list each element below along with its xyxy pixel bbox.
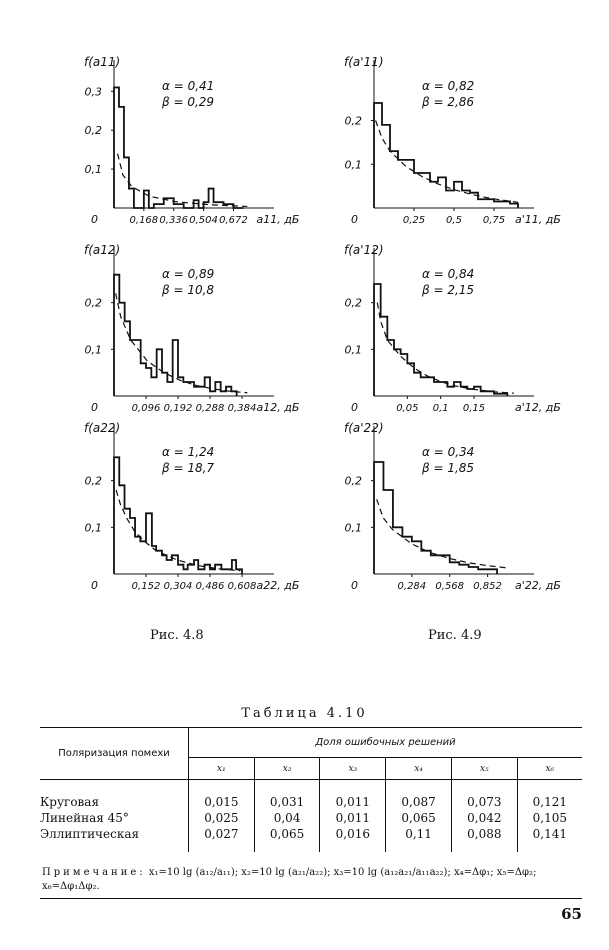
x-tick-label: 0,384 bbox=[227, 403, 257, 414]
x-tick-label: 0,05 bbox=[396, 403, 419, 414]
fitted-curve bbox=[118, 154, 248, 207]
y-tick-label: 0,1 bbox=[84, 521, 102, 535]
plot-f-a11-prime bbox=[340, 48, 561, 232]
origin-label: 0 bbox=[351, 213, 358, 226]
origin-label: 0 bbox=[351, 579, 358, 592]
parameter-label: β = 10,8 bbox=[162, 283, 215, 297]
y-tick-label: 0,1 bbox=[344, 521, 362, 535]
x-tick-label: 0,168 bbox=[129, 215, 159, 226]
note-text: x₁=10 lg (a₁₂/a₁₁); x₂=10 lg (a₂₁/a₂₂); x₃=10 lg (a₁₂a₂₁/a₁₁a₂₂); x₄=Δφ₁; x₅=Δφ₂; x₆=Δφ₁Δφ₂. bbox=[42, 867, 537, 892]
y-axis-label: f(a22) bbox=[84, 421, 121, 435]
table-cell: 0,073 bbox=[451, 794, 517, 810]
histogram bbox=[374, 462, 497, 574]
table-cell: 0,011 bbox=[320, 810, 386, 826]
y-tick-label: 0,2 bbox=[84, 474, 102, 488]
origin-label: 0 bbox=[91, 213, 98, 226]
x-axis-label: a12, дБ bbox=[256, 401, 300, 414]
parameter-label: α = 0,34 bbox=[422, 445, 475, 459]
origin-label: 0 bbox=[91, 579, 98, 592]
x-tick-label: 0,75 bbox=[482, 215, 506, 226]
x-tick-label: 0,1 bbox=[432, 403, 449, 414]
table-title: Таблица 4.10 bbox=[241, 706, 368, 721]
x-tick-label: 0,15 bbox=[462, 403, 486, 414]
row-label: Линейная 45° bbox=[40, 810, 129, 825]
x-tick-label: 0,25 bbox=[402, 215, 426, 226]
x-tick-label: 0,852 bbox=[473, 581, 502, 592]
table-row bbox=[40, 810, 582, 826]
header-x2: x₂ bbox=[254, 758, 320, 780]
y-axis-label: f(a'11) bbox=[344, 55, 384, 69]
parameter-label: β = 0,29 bbox=[162, 95, 215, 109]
table-cell: 0,141 bbox=[517, 826, 582, 842]
x-tick-label: 0,304 bbox=[163, 581, 193, 592]
table-cell: 0,025 bbox=[189, 810, 255, 826]
y-axis-label: f(a'12) bbox=[344, 243, 384, 257]
x-tick-label: 0,486 bbox=[195, 581, 225, 592]
row-label: Круговая bbox=[40, 794, 100, 809]
table-cell: 0,015 bbox=[189, 794, 255, 810]
x-axis-label: a'11, дБ bbox=[515, 213, 561, 226]
table-cell: 0,011 bbox=[320, 794, 386, 810]
x-axis-label: a'22, дБ bbox=[515, 579, 561, 592]
histogram bbox=[374, 103, 518, 208]
y-tick-label: 0,2 bbox=[344, 114, 362, 128]
table-cell: 0,031 bbox=[254, 794, 320, 810]
parameter-label: α = 1,24 bbox=[162, 445, 215, 459]
results-table bbox=[40, 727, 582, 852]
origin-label: 0 bbox=[91, 401, 98, 414]
x-tick-label: 0,5 bbox=[446, 215, 462, 226]
y-tick-label: 0,1 bbox=[84, 343, 102, 357]
x-axis-label: a11, дБ bbox=[256, 213, 300, 226]
x-axis-label: a'12, дБ bbox=[515, 401, 561, 414]
y-axis-label: f(a'22) bbox=[344, 421, 384, 435]
x-tick-label: 0,568 bbox=[435, 581, 465, 592]
origin-label: 0 bbox=[351, 401, 358, 414]
table-cell: 0,121 bbox=[517, 794, 582, 810]
table-cell: 0,04 bbox=[254, 810, 320, 826]
fitted-curve bbox=[377, 303, 514, 394]
table-row bbox=[40, 826, 582, 842]
table-cell: 0,042 bbox=[451, 810, 517, 826]
y-axis-label: f(a11) bbox=[84, 55, 121, 69]
y-tick-label: 0,1 bbox=[344, 343, 362, 357]
header-x5: x₅ bbox=[451, 758, 517, 780]
header-polarization: Поляризация помехи bbox=[40, 728, 189, 780]
table-cell: 0,065 bbox=[254, 826, 320, 842]
table-note bbox=[42, 866, 590, 894]
y-tick-label: 0,2 bbox=[344, 474, 362, 488]
parameter-label: β = 2,86 bbox=[422, 95, 475, 109]
y-tick-label: 0,2 bbox=[84, 296, 102, 310]
figure-caption-4-9: Рис. 4.9 bbox=[428, 628, 482, 643]
bottom-rule bbox=[40, 898, 582, 899]
header-x6: x₆ bbox=[517, 758, 582, 780]
note-label: Примечание: bbox=[42, 867, 146, 878]
header-x1: x₁ bbox=[189, 758, 255, 780]
parameter-label: β = 18,7 bbox=[162, 461, 215, 475]
table-cell: 0,065 bbox=[386, 810, 452, 826]
x-tick-label: 0,504 bbox=[189, 215, 218, 226]
parameter-label: α = 0,84 bbox=[422, 267, 475, 281]
y-tick-label: 0,3 bbox=[84, 85, 102, 99]
plot-f-a22-prime bbox=[340, 414, 561, 598]
parameter-label: α = 0,82 bbox=[422, 79, 475, 93]
parameter-label: β = 1,85 bbox=[422, 461, 475, 475]
x-tick-label: 0,152 bbox=[131, 581, 161, 592]
figure-caption-4-8: Рис. 4.8 bbox=[150, 628, 204, 643]
x-tick-label: 0,192 bbox=[163, 403, 193, 414]
plot-f-a11 bbox=[80, 48, 300, 232]
table-cell: 0,105 bbox=[517, 810, 582, 826]
x-tick-label: 0,336 bbox=[159, 215, 189, 226]
y-tick-label: 0,2 bbox=[84, 124, 102, 138]
x-tick-label: 0,096 bbox=[131, 403, 161, 414]
x-tick-label: 0,672 bbox=[219, 215, 248, 226]
y-tick-label: 0,1 bbox=[344, 158, 362, 172]
plot-f-a12-prime bbox=[340, 236, 561, 420]
table-row bbox=[40, 794, 582, 810]
plot-f-a12 bbox=[80, 236, 300, 420]
x-axis-label: a22, дБ bbox=[256, 579, 300, 592]
plot-f-a22 bbox=[80, 414, 300, 598]
header-error-share: Доля ошибочных решений bbox=[189, 728, 583, 758]
table-cell: 0,087 bbox=[386, 794, 452, 810]
header-x3: x₃ bbox=[320, 758, 386, 780]
table-cell: 0,088 bbox=[451, 826, 517, 842]
row-label: Эллиптическая bbox=[40, 826, 140, 841]
fitted-curve bbox=[377, 499, 508, 568]
header-x4: x₄ bbox=[386, 758, 452, 780]
table-cell: 0,027 bbox=[189, 826, 255, 842]
page-number: 65 bbox=[561, 905, 582, 923]
table-cell: 0,11 bbox=[386, 826, 452, 842]
x-tick-label: 0,608 bbox=[227, 581, 257, 592]
parameter-label: β = 2,15 bbox=[422, 283, 475, 297]
x-tick-label: 0,284 bbox=[397, 581, 427, 592]
table-cell: 0,016 bbox=[320, 826, 386, 842]
y-tick-label: 0,1 bbox=[84, 163, 102, 177]
y-tick-label: 0,2 bbox=[344, 296, 362, 310]
histogram bbox=[374, 284, 507, 396]
x-tick-label: 0,288 bbox=[195, 403, 225, 414]
y-axis-label: f(a12) bbox=[84, 243, 121, 257]
parameter-label: α = 0,41 bbox=[162, 79, 215, 93]
parameter-label: α = 0,89 bbox=[162, 267, 215, 281]
